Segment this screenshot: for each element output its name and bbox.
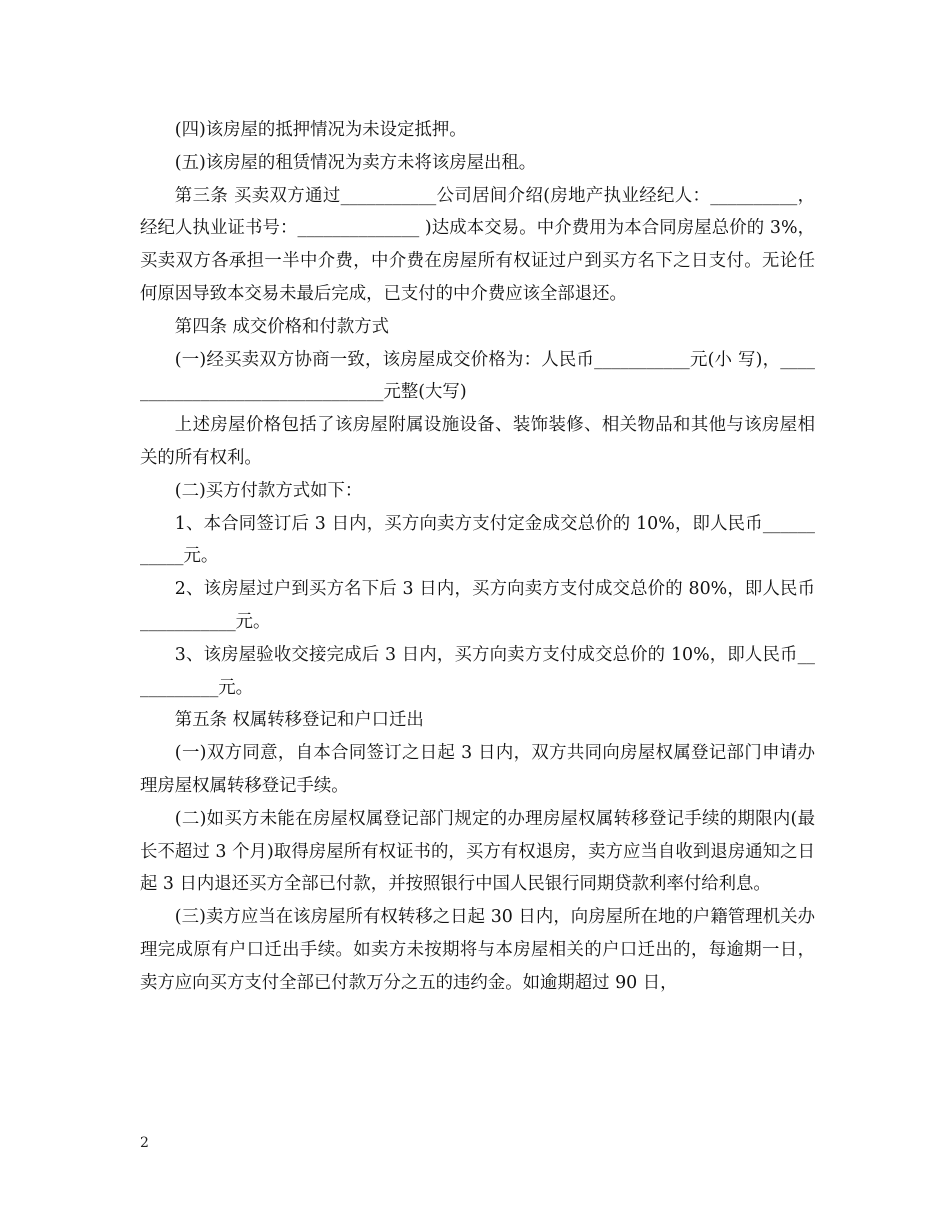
paragraph-payment-2: 2、该房屋过户到买方名下后 3 日内，买方向卖方支付成交总价的 80%，即人民币___________元。: [140, 579, 815, 632]
paragraph-lease-status: (五)该房屋的租赁情况为卖方未将该房屋出租。: [174, 152, 537, 173]
paragraph-registration-agreement: (一)双方同意，自本合同签订之日起 3 日内，双方共同向房屋权属登记部门申请办理房屋权属转移登记手续。: [140, 743, 815, 796]
paragraph-price-inclusions: 上述房屋价格包括了该房屋附属设施设备、装饰装修、相关物品和其他与该房屋相关的所有权利。: [140, 415, 815, 468]
paragraph-registration-failure: (二)如买方未能在房屋权属登记部门规定的办理房屋权属转移登记手续的期限内(最长不超过 3 个月)取得房屋所有权证书的，买方有权退房，卖方应当自收到退房通知之日起 3 日内退还买方全部已付款，并按照银行中国人民银行同期贷款利率付给利息。: [140, 808, 815, 895]
paragraph-transaction-price: (一)经买卖双方协商一致，该房屋成交价格为：人民币___________元(小 写)，________________________________元整(大写): [140, 349, 815, 403]
paragraph-payment-1: 1、本合同签订后 3 日内，买方向卖方支付定金成交总价的 10%，即人民币___________元。: [140, 513, 815, 567]
page-number: 2: [140, 1135, 149, 1151]
paragraph-payment-method: (二)买方付款方式如下：: [174, 480, 363, 501]
paragraph-article-3-agency: 第三条 买卖双方通过___________公司居间介绍(房地产执业经纪人：__________，经纪人执业证书号：______________ )达成本交易。中介费用为本合同房屋总价的 3%，买卖双方各承担一半中介费，中介费在房屋所有权证过户到买方名下之日支付。无论任何原因导致本交易未最后完成，已支付的中介费应该全部退还。: [140, 185, 815, 304]
heading-article-5: 第五条 权属转移登记和户口迁出: [174, 710, 424, 731]
paragraph-payment-3: 3、该房屋验收交接完成后 3 日内，买方向卖方支付成交总价的 10%，即人民币___________元。: [140, 644, 815, 698]
paragraph-household-transfer: (三)卖方应当在该房屋所有权转移之日起 30 日内，向房屋所在地的户籍管理机关办理完成原有户口迁出手续。如卖方未按期将与本房屋相关的户口迁出的，每逾期一日，卖方应向买方支付全部已付款万分之五的违约金。如逾期超过 90 日，: [140, 907, 815, 993]
contract-body: [140, 114, 815, 1000]
paragraph-mortgage-status: (四)该房屋的抵押情况为未设定抵押。: [174, 120, 467, 140]
heading-article-4: 第四条 成交价格和付款方式: [174, 316, 390, 337]
